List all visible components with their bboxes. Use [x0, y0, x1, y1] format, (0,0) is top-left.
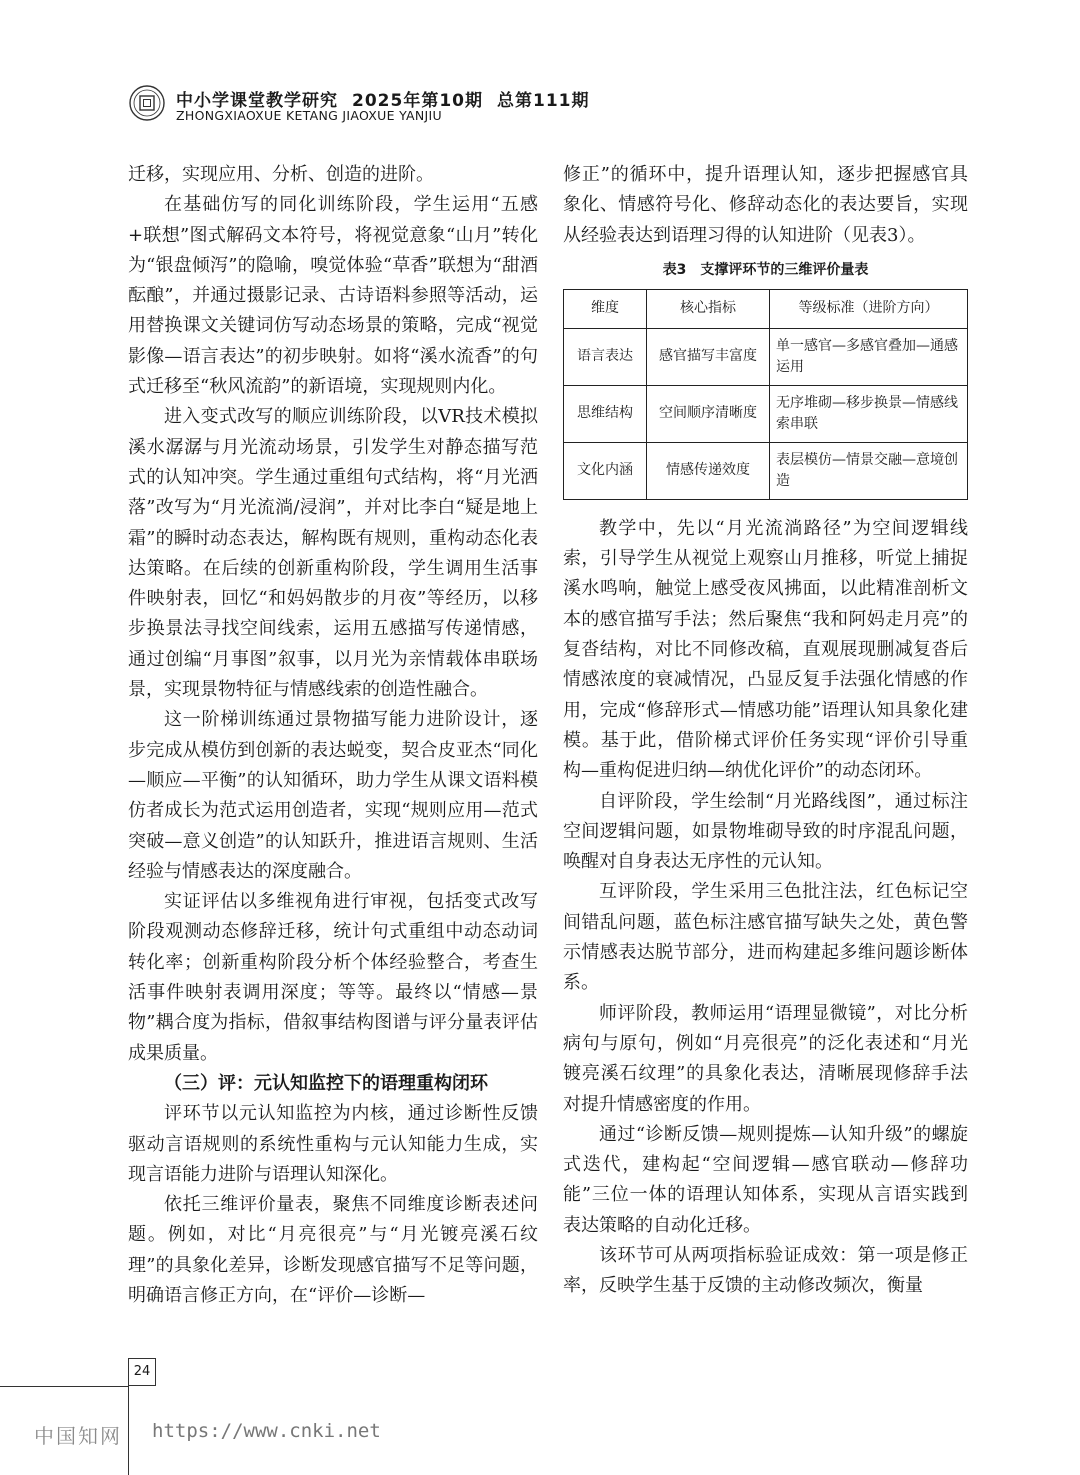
section-heading: （三）评：元认知监控下的语理重构闭环	[164, 1072, 488, 1094]
right-column	[563, 160, 968, 1302]
paragraph: 师评阶段，教师运用“语理显微镜”，对比分析病句与原句，例如“月亮很亮”的泛化表述和“月光镀亮溪石纹理”的具象化表达，清晰展现修辞手法对提升情感密度的作用。	[563, 1002, 968, 1115]
table-cell: 空间顺序清晰度	[647, 385, 770, 442]
journal-name-cn: 中小学课堂教学研究	[176, 91, 338, 111]
paragraph: 教学中，先以“月光流淌路径”为空间逻辑线索，引导学生从视觉上观察山月推移，听觉上捕捉溪水鸣响，触觉上感受夜风拂面，以此精准剖析文本的感官描写手法；然后聚焦“我和阿妈走月亮”的复沓结构，对比不同修改稿，直观展现删减复沓后情感浓度的衰减情况，凸显反复手法强化情感的作用，完成“修辞形式—情感功能”语理认知具象化建模。基于此，借阶梯式评价任务实现“评价引导重构—重构促进归纳—纳优化评价”的动态闭环。	[563, 517, 968, 782]
table-header-cell: 维度	[564, 289, 647, 328]
left-column	[128, 160, 538, 1311]
paragraph: 在基础仿写的同化训练阶段，学生运用“五感+联想”图式解码文本符号，将视觉意象“山月”转化为“银盘倾泻”的隐喻，嗅觉体验“草香”联想为“甜酒酝酿”，并通过摄影记录、古诗语料参照等活动，运用替换课文关键词仿写动态场景的策略，完成“视觉影像—语言表达”的初步映射。如将“溪水流香”的句式迁移至“秋风流韵”的新语境，实现规则内化。	[128, 194, 538, 398]
evaluation-table	[563, 289, 968, 500]
paragraph: 依托三维评价量表，聚焦不同维度诊断表述问题。例如，对比“月亮很亮”与“月光镀亮溪石纹理”的具象化差异，诊断发现感官描写不足等问题，明确语言修正方向，在“评价—诊断—	[128, 1194, 538, 1306]
table-cell: 单一感官—多感官叠加—通感运用	[770, 328, 968, 385]
footer-divider	[128, 1386, 129, 1475]
table-header-row	[564, 289, 968, 328]
table-cell: 感官描写丰富度	[647, 328, 770, 385]
paragraph: 进入变式改写的顺应训练阶段，以VR技术模拟溪水潺潺与月光流动场景，引发学生对静态描写范式的认知冲突。学生通过重组句式结构，将“月光洒落”改写为“月光流淌/浸润”，并对比李白“疑是地上霜”的瞬时动态表达，解构既有规则，重构动态化表达策略。在后续的创新重构阶段，学生调用生活事件映射表，回忆“和妈妈散步的月夜”等经历，以移步换景法寻找空间线索，运用五感描写传递情感，通过创编“月事图”叙事，以月光为亲情载体串联场景，实现景物特征与情感线索的创造性融合。	[128, 406, 538, 701]
table-cell: 思维结构	[564, 385, 647, 442]
footer-divider	[0, 1386, 128, 1387]
page-number: 24	[128, 1358, 156, 1386]
journal-name-pinyin: ZHONGXIAOXUE KETANG JIAOXUE YANJIU	[176, 108, 442, 123]
table-header-cell: 等级标准（进阶方向）	[770, 289, 968, 328]
table-cell: 语言表达	[564, 328, 647, 385]
table-row	[564, 328, 968, 385]
journal-logo-icon	[128, 84, 166, 122]
table-cell: 无序堆砌—移步换景—情感线索串联	[770, 385, 968, 442]
cnki-url: https://www.cnki.net	[152, 1420, 381, 1442]
table-row	[564, 385, 968, 442]
paragraph: 自评阶段，学生绘制“月光路线图”，通过标注空间逻辑问题，如景物堆砌导致的时序混乱问题，唤醒对自身表达无序性的元认知。	[563, 790, 968, 873]
table-cell: 文化内涵	[564, 442, 647, 499]
paragraph: 通过“诊断反馈—规则提炼—认知升级”的螺旋式迭代，建构起“空间逻辑—感官联动—修辞功能”三位一体的语理认知体系，实现从言语实践到表达策略的自动化迁移。	[563, 1123, 968, 1236]
paragraph: 这一阶梯训练通过景物描写能力进阶设计，逐步完成从模仿到创新的表达蜕变，契合皮亚杰“同化—顺应—平衡”的认知循环，助力学生从课文语料模仿者成长为范式运用创造者，实现“规则应用—范式突破—意义创造”的认知跃升，推进语言规则、生活经验与情感表达的深度融合。	[128, 709, 538, 882]
paragraph: 实证评估以多维视角进行审视，包括变式改写阶段观测动态修辞迁移，统计句式重组中动态动词转化率；创新重构阶段分析个体经验整合，考查生活事件映射表调用深度；等等。最终以“情感—景物”耦合度为指标，借叙事结构图谱与评分量表评估成果质量。	[128, 891, 538, 1064]
paragraph: 该环节可从两项指标验证成效：第一项是修正率，反映学生基于反馈的主动修改频次，衡量	[563, 1245, 968, 1297]
journal-total-issue: 总第111期	[496, 91, 590, 111]
table-row	[564, 442, 968, 499]
journal-issue: 2025年第10期	[352, 91, 483, 111]
table-cell: 情感传递效度	[647, 442, 770, 499]
paragraph: 迁移，实现应用、分析、创造的进阶。	[128, 164, 434, 185]
table-header-cell: 核心指标	[647, 289, 770, 328]
paragraph: 评环节以元认知监控为内核，通过诊断性反馈驱动言语规则的系统性重构与元认知能力生成，实现言语能力进阶与语理认知深化。	[128, 1103, 538, 1185]
cnki-watermark: 中国知网	[34, 1424, 122, 1448]
table-caption: 表3 支撑评环节的三维评价量表	[662, 261, 869, 278]
paragraph: 修正”的循环中，提升语理认知，逐步把握感官具象化、情感符号化、修辞动态化的表达要旨，实现从经验表达到语理习得的认知进阶（见表3）。	[563, 164, 968, 246]
paragraph: 互评阶段，学生采用三色批注法，红色标记空间错乱问题，蓝色标注感官描写缺失之处，黄色警示情感表达脱节部分，进而构建起多维问题诊断体系。	[563, 881, 968, 994]
table-cell: 表层模仿—情景交融—意境创造	[770, 442, 968, 499]
journal-header	[128, 80, 590, 128]
